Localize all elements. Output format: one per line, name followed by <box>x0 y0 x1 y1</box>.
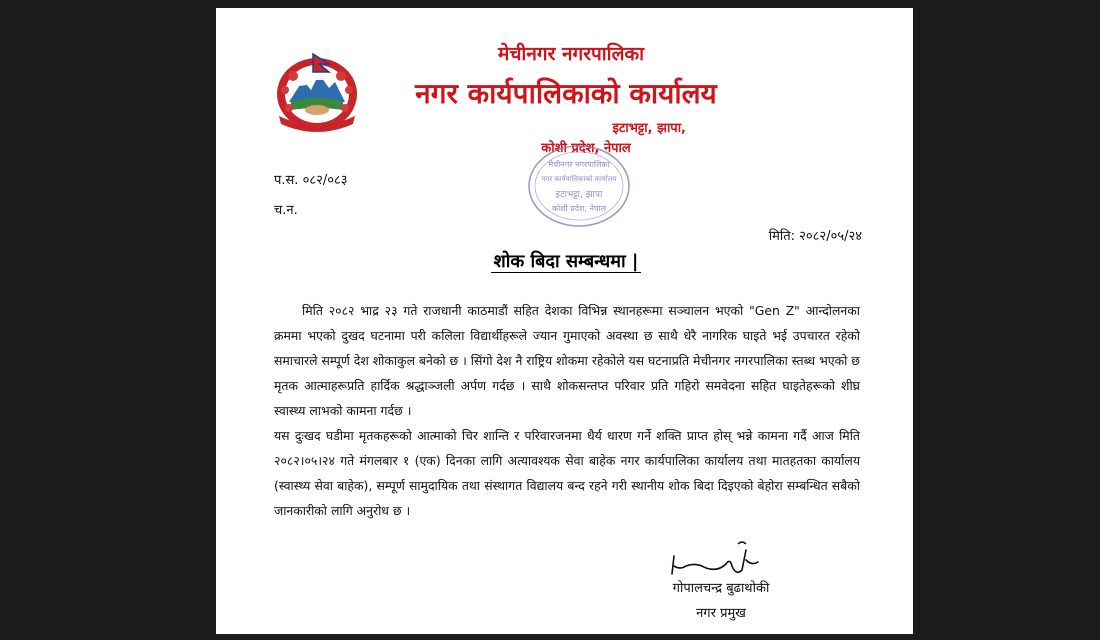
body-paragraph-2: यस दुःखद घडीमा मृतकहरूको आत्माको चिर शान्ति र परिवारजनमा धैर्य धारण गर्ने शक्ति प्राप्त होस् भन्ने कामना गर्दै आज मिति २०८२।०५।२४ गते मंगलबार १ (एक) दिनका लागि अत्यावश्यक सेवा बाहेक नगर कार्यपालिका कार्यालय तथा मातहतका कार्यालय (स्वास्थ्य सेवा बाहेक), सम्पूर्ण सामुदायिक तथा संस्थागत विद्यालय बन्द रहने गरी स्थानीय शोक बिदा दिइएको बेहोरा सम्बन्धित सबैको जानकारीको लागि अनुरोध छ । <box>274 428 860 518</box>
body-paragraph-1: मिति २०८२ भाद्र २३ गते राजधानी काठमाडौं सहित देशका विभिन्न स्थानहरूमा सञ्चालन भएको "Gen Z" आन्दोलनका क्रममा भएको दुखद घटनामा परी कलिला विद्यार्थीहरूले ज्यान गुमाएको अवस्था छ साथै धेरै नागरिक घाइते भई उपचारत रहेको समाचारले सम्पूर्ण देश शोकाकुल बनेको छ । सिंगो देश नै राष्ट्रिय शोकमा रहेकोले यस घटनाप्रति मेचीनगर नगरपालिका स्तब्ध भएको छ मृतक आत्माहरूप्रति हार्दिक श्रद्धाञ्जली अर्पण गर्दछ । साथै शोकसन्तप्त परिवार प्रति गहिरो समवेदना सहित घाइतेहरूको शीघ्र स्वास्थ्य लाभको कामना गर्दछ । <box>274 303 860 418</box>
nepal-emblem-icon <box>269 50 365 134</box>
reference-number: प.स. ०८२/०८३ <box>274 173 348 188</box>
address-line-1: इटाभट्टा, झापा, <box>612 121 686 136</box>
office-stamp <box>524 141 634 231</box>
letter-body <box>274 298 860 523</box>
address-line-2: कोशी प्रदेश, नेपाल <box>541 141 631 156</box>
office-title: नगर कार्यपालिकाको कार्यालय <box>415 77 717 110</box>
office-name: मेचीनगर नगरपालिका <box>497 43 645 65</box>
signatory-name: गोपालचन्द्र बुढाथोकी <box>672 581 770 596</box>
signatory-title: नगर प्रमुख <box>696 606 746 621</box>
stamp-line-4: कोशी प्रदेश, नेपाल <box>551 204 607 213</box>
stamp-line-2: नगर कार्यपालिकाको कार्यालय <box>541 175 617 183</box>
stamp-line-1: मेचीनगर नगरपालिका <box>548 160 610 169</box>
dispatch-number: च.न. <box>274 203 298 218</box>
letter-date: मिति: २०८२/०५/२४ <box>768 229 862 244</box>
subject-text: शोक बिदा सम्बन्धमा | <box>493 251 639 272</box>
stamp-line-3: इटाभट्टा, झापा <box>555 190 603 200</box>
subject-heading <box>366 249 766 273</box>
letter-page <box>216 8 913 634</box>
